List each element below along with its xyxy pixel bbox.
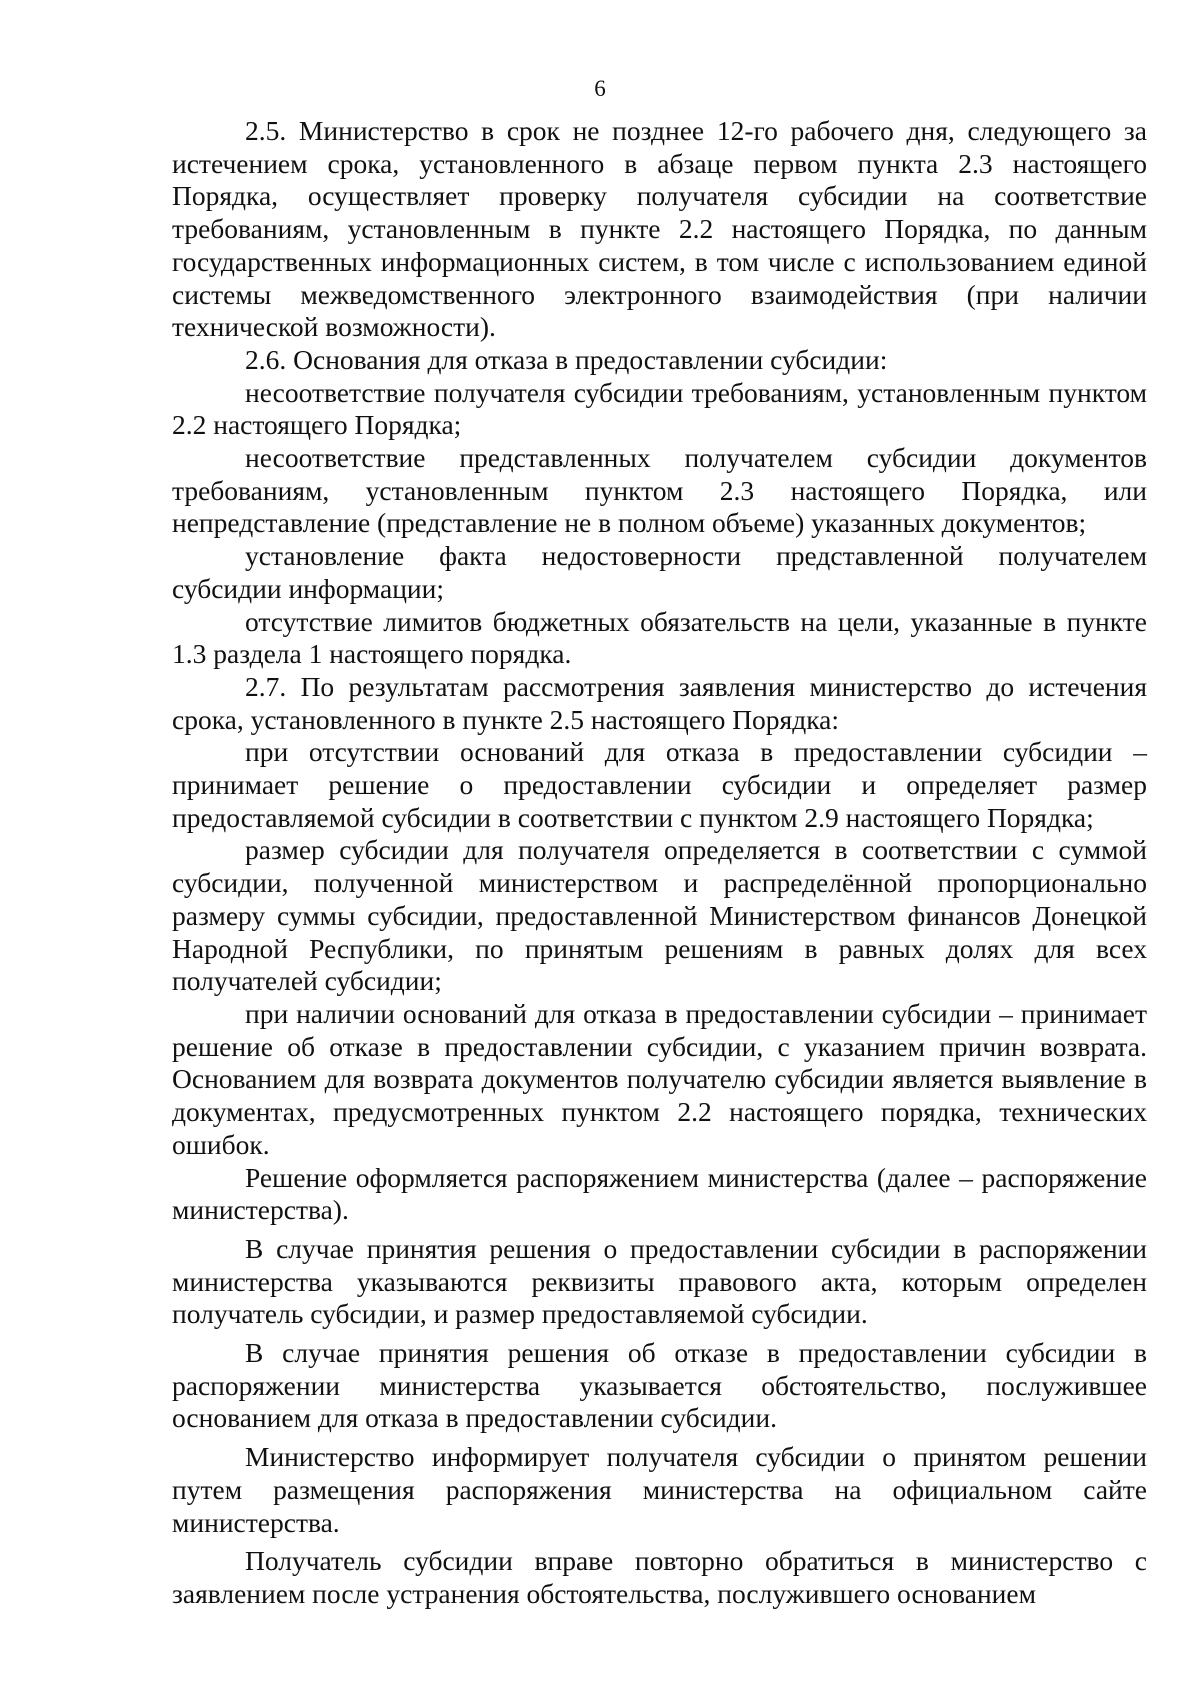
refusal-ground-no-limits: отсутствие лимитов бюджетных обязательств на цели, указанные в пункте 1.3 раздела 1 настоящего порядка. bbox=[172, 605, 1147, 670]
subsidy-amount-rule: размер субсидии для получателя определяется в соответствии с суммой субсидии, полученной министерством и распределённой пропорционально размеру суммы субсидии, предоставленной Министерством финансов Донецкой Народной Республики, по принятым решениям в равных долях для всех получателей субсидии; bbox=[172, 834, 1147, 997]
decision-grant: при отсутствии оснований для отказа в предоставлении субсидии – принимает решение о предоставлении субсидии и определяет размер предоставляемой субсидии в соответствии с пунктом 2.9 настоящего Порядка; bbox=[172, 736, 1147, 833]
decision-form: Решение оформляется распоряжением министерства (далее – распоряжение министерства). bbox=[172, 1161, 1147, 1226]
refusal-ground-documents: несоответствие представленных получателем субсидии документов требованиям, установленным пунктом 2.3 настоящего Порядка, или непредставление (представление не в полном объеме) указанных документов; bbox=[172, 442, 1147, 539]
reapplication-paragraph: Получатель субсидии вправе повторно обратиться в министерство с заявлением после устранения обстоятельства, послужившего основанием bbox=[172, 1545, 1147, 1609]
refuse-order-contents: В случае принятия решения об отказе в предоставлении субсидии в распоряжении министерства указывается обстоятельство, послужившее основанием для отказа в предоставлении субсидии. bbox=[172, 1337, 1147, 1434]
grant-order-contents: В случае принятия решения о предоставлении субсидии в распоряжении министерства указываются реквизиты правового акта, которым определен получатель субсидии, и размер предоставляемой субсидии. bbox=[172, 1232, 1147, 1330]
refusal-ground-requirements: несоответствие получателя субсидии требованиям, установленным пунктом 2.2 настоящего Порядка; bbox=[172, 376, 1147, 441]
notification-paragraph: Министерство информирует получателя субсидии о принятом решении путем размещения распоряжения министерства на официальном сайте министерства. bbox=[172, 1441, 1147, 1538]
paragraph-2-5: 2.5. Министерство в срок не позднее 12-го рабочего дня, следующего за истечением срока, установленного в абзаце первом пункта 2.3 настоящего Порядка, осуществляет проверку получателя субсидии на соответствие требованиям, установленным в пункте 2.2 настоящего Порядка, по данным государственных информационных систем, в том числе с использованием единой системы межведомственного электронного взаимодействия (при наличии технической возможности). bbox=[172, 115, 1147, 343]
decision-refuse: при наличии оснований для отказа в предоставлении субсидии – принимает решение об отказе в предоставлении субсидии, с указанием причин возврата. Основанием для возврата документов получателю субсидии является выявление в документах, предусмотренных пунктом 2.2 настоящего порядка, технических ошибок. bbox=[172, 997, 1147, 1160]
refusal-ground-false-info: установление факта недостоверности представленной получателем субсидии информации; bbox=[172, 540, 1147, 604]
page-number: 6 bbox=[594, 76, 606, 101]
document-body bbox=[172, 115, 1147, 1611]
paragraph-2-7: 2.7. По результатам рассмотрения заявления министерство до истечения срока, установленного в пункте 2.5 настоящего Порядка: bbox=[172, 670, 1147, 735]
paragraph-2-6: 2.6. Основания для отказа в предоставлении субсидии: bbox=[245, 343, 888, 375]
